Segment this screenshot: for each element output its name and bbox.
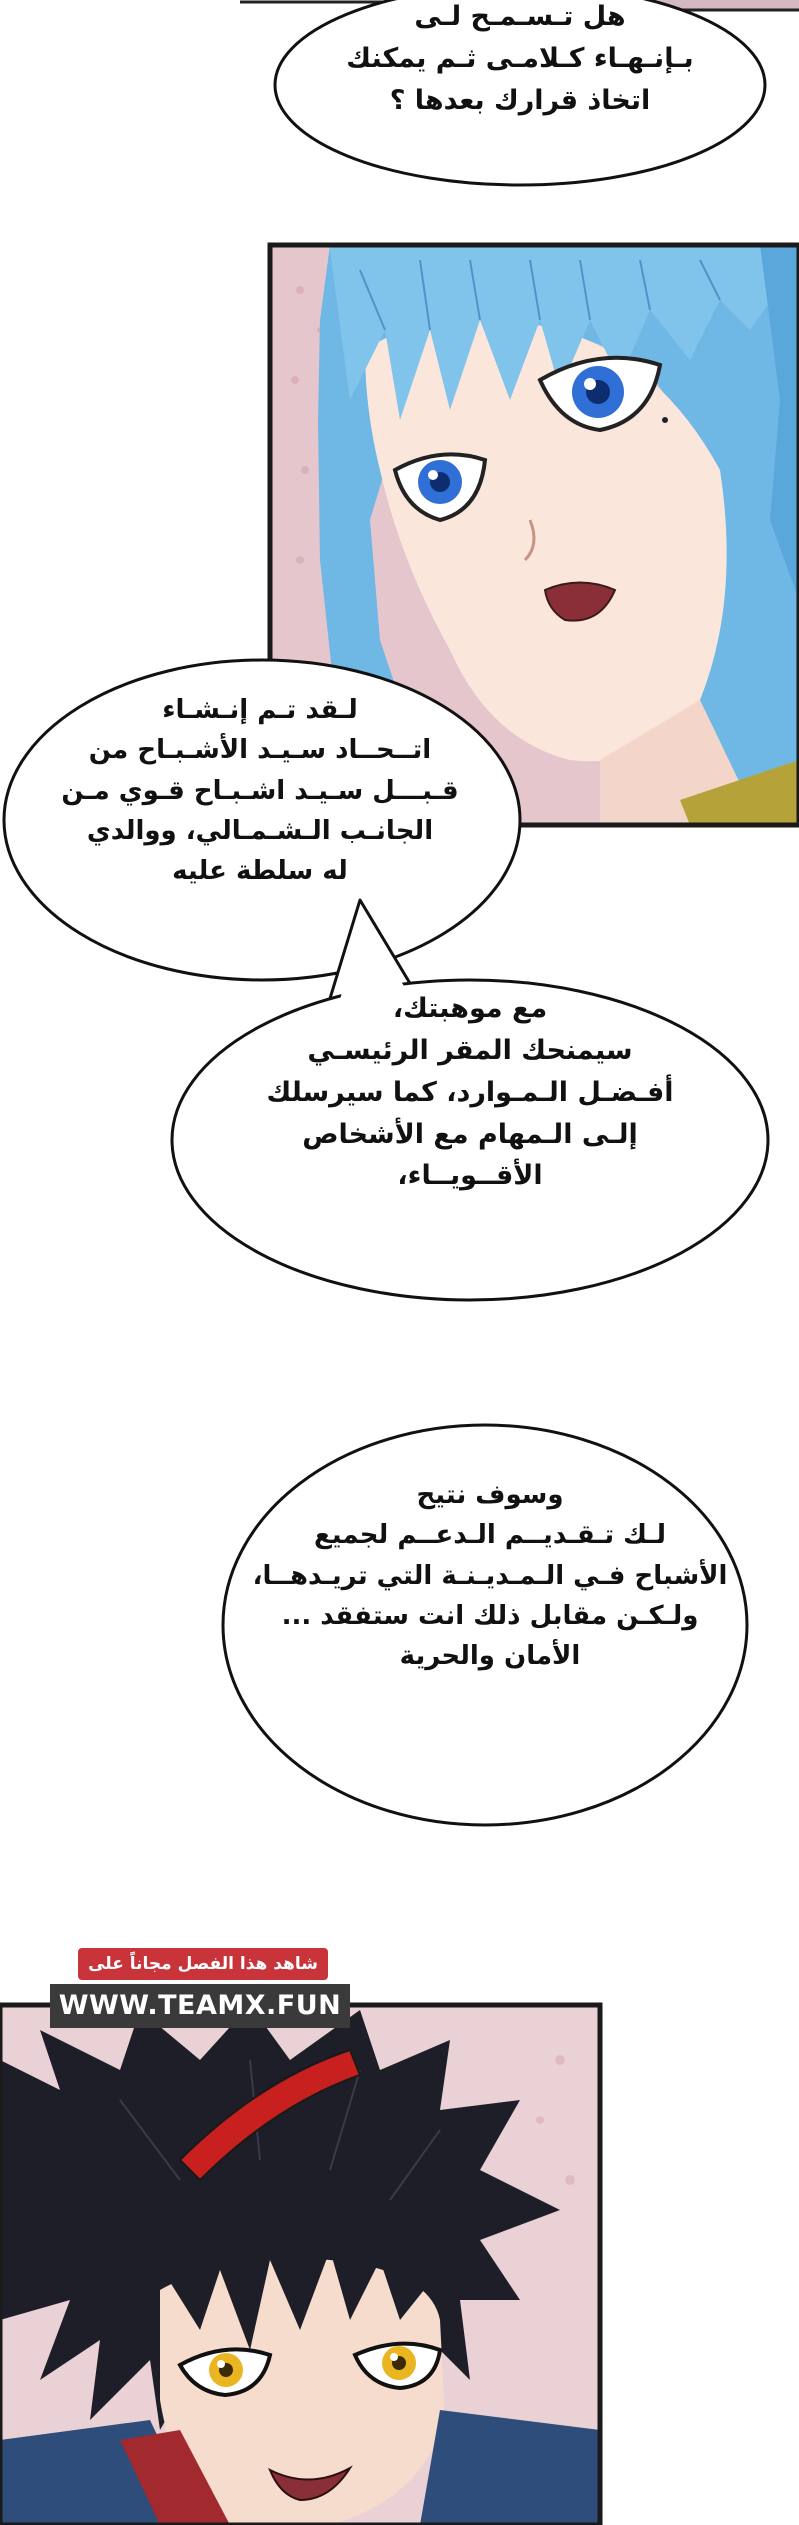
site-watermark-link[interactable]: WWW.TEAMX.FUN	[50, 1984, 350, 2028]
bubble-2-line-5: له سلطة عليه	[172, 856, 348, 887]
panel-dark-haired-boy	[0, 2005, 600, 2525]
bubble-3-line-5: الأقــويــاء،	[397, 1160, 543, 1192]
bubble-2-line-3: قـبـــل سـيـد اشـبـاح قـوي مـن	[61, 775, 459, 806]
bubble-1-line-1: هل تـسـمـح لـى	[414, 1, 626, 32]
bubble-3-line-4: إلـى الـمهام مع الأشخاص	[302, 1118, 638, 1150]
bubble-3-text	[220, 988, 720, 1197]
bubble-4-line-5: الأمان والحرية	[399, 1641, 581, 1672]
bubble-1-text	[290, 0, 750, 122]
bubble-3-line-1: مع موهبتك،	[392, 993, 548, 1024]
bubble-4-line-3: الأشباح فـي الـمـديـنـة التي تريـدهــا،	[252, 1560, 728, 1591]
bubble-3-line-2: سيمنحك المقر الرئيسـي	[307, 1034, 633, 1066]
bubble-2-line-1: لـقد تـم إنـشـاء	[162, 695, 358, 725]
bubble-2-text	[10, 690, 510, 891]
bubble-1-line-2: بـإنـهـاء كـلامـى ثـم يمكنك	[346, 42, 694, 74]
bubble-3-line-3: أفـضـل الـمـوارد، كما سيرسلك	[266, 1076, 674, 1108]
promo-banner[interactable]: شاهد هذا الفصل مجاناً على	[78, 1948, 328, 1980]
bubble-1-line-3: اتخاذ قرارك بعدها ؟	[389, 84, 651, 116]
bubble-4-text	[240, 1475, 740, 1676]
bubble-2-line-4: الجانـب الـشـمـالي، ووالدي	[86, 815, 434, 846]
bubble-4-line-4: ولـكـن مقابل ذلك انت ستفقد ...	[281, 1600, 699, 1631]
bubble-2-line-2: اتــحــاد سـيـد الأشـبـاح من	[88, 735, 432, 766]
bubble-4-line-1: وسوف نتيح	[416, 1480, 564, 1510]
bubble-4-line-2: لـك تـقـديــم الـدعــم لجميع	[313, 1520, 666, 1551]
